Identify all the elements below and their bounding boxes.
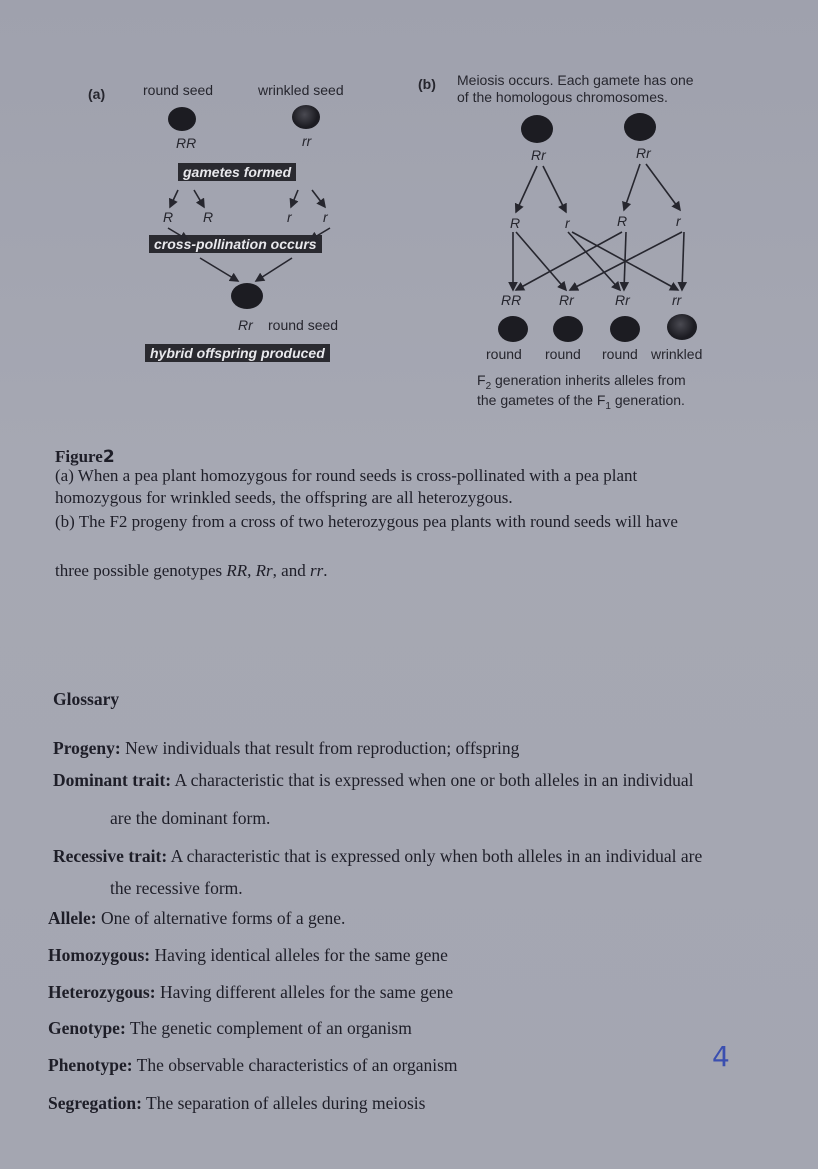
glossary-entry-homozygous: Homozygous: Having identical alleles for the same gene [48, 945, 448, 965]
parent-b-left: Rr [531, 147, 546, 163]
gamete-a2: R [203, 209, 214, 225]
offspring-b2: Rr [559, 292, 574, 308]
offspring-b1: RR [501, 292, 522, 308]
f2-footer-line2: the gametes of the $F_1$ generation. [477, 392, 685, 412]
glossary-entry-heterozygous: Heterozygous: Having different alleles for the same gene [48, 982, 454, 1002]
glossary-entry-dominant-cont: are the dominant form. [110, 808, 271, 828]
gamete-b1: R [510, 215, 521, 231]
gamete-a4: r [323, 209, 328, 225]
page-number: 4 [712, 1040, 730, 1073]
caption-a-line1: (a) When a pea plant homozygous for round seeds is cross-pollinated with a pea plant [55, 466, 638, 485]
offspring-phenotype: round seed [268, 317, 339, 333]
parent-b-right: Rr [636, 145, 651, 161]
glossary-entry-allele: Allele: One of alternative forms of a gene. [48, 908, 346, 928]
round-seed-label: round seed [143, 82, 214, 98]
gamete-b3: R [617, 213, 628, 229]
glossary-entry-phenotype: Phenotype: The observable characteristics of an organism [48, 1055, 458, 1075]
figure-number: 2 [102, 447, 115, 467]
offspring-genotype: Rr [238, 317, 253, 333]
phenotype-2: round [545, 346, 581, 362]
parent-rr-dominant: RR [176, 135, 197, 151]
glossary-entry-recessive-cont: the recessive form. [110, 878, 243, 898]
phenotype-3: round [602, 346, 638, 362]
glossary-entry-segregation: Segregation: The separation of alleles during meiosis [48, 1093, 426, 1113]
caption-b-line1: (b) The F2 progeny from a cross of two heterozygous pea plants with round seeds will have [55, 512, 678, 531]
offspring-b3: Rr [615, 292, 630, 308]
phenotype-4: wrinkled [651, 346, 703, 362]
figure-label: Figure2 [55, 447, 115, 467]
f2-footer-line1: $F_2$ generation inherits alleles from [477, 372, 686, 392]
glossary-entry-recessive: Recessive trait: A characteristic that is expressed only when both alleles in an individual are [53, 846, 703, 866]
meiosis-heading-line1: Meiosis occurs. Each gamete has one [457, 72, 694, 88]
meiosis-heading-line2: of the homologous chromosomes. [457, 89, 668, 105]
glossary-entry-genotype: Genotype: The genetic complement of an organism [48, 1018, 412, 1038]
glossary-title: Glossary [53, 689, 120, 709]
glossary-entry-dominant: Dominant trait: A characteristic that is expressed when one or both alleles in an individual [53, 770, 694, 790]
gamete-b2: r [565, 215, 570, 231]
gamete-a3: r [287, 209, 292, 225]
gamete-b4: r [676, 213, 681, 229]
wrinkled-seed-label: wrinkled seed [258, 82, 344, 98]
hybrid-offspring-banner: hybrid offspring produced [145, 344, 330, 362]
diagram-arrows [0, 0, 818, 420]
caption-a-line2: homozygous for wrinkled seeds, the offspring are all heterozygous. [55, 488, 513, 507]
gamete-a1: R [163, 209, 174, 225]
phenotype-1: round [486, 346, 522, 362]
diagram-b-label: (b) [418, 76, 436, 92]
parent-rr-recessive: rr [302, 133, 312, 149]
cross-pollination-banner: cross-pollination occurs [149, 235, 322, 253]
gametes-formed-banner: gametes formed [178, 163, 296, 181]
caption-b-line2: three possible genotypes RR, Rr, and rr. [55, 561, 328, 580]
glossary-entry-progeny: Progeny: New individuals that result from reproduction; offspring [53, 738, 520, 758]
offspring-b4: rr [672, 292, 682, 308]
diagram-a-label: (a) [88, 86, 106, 102]
